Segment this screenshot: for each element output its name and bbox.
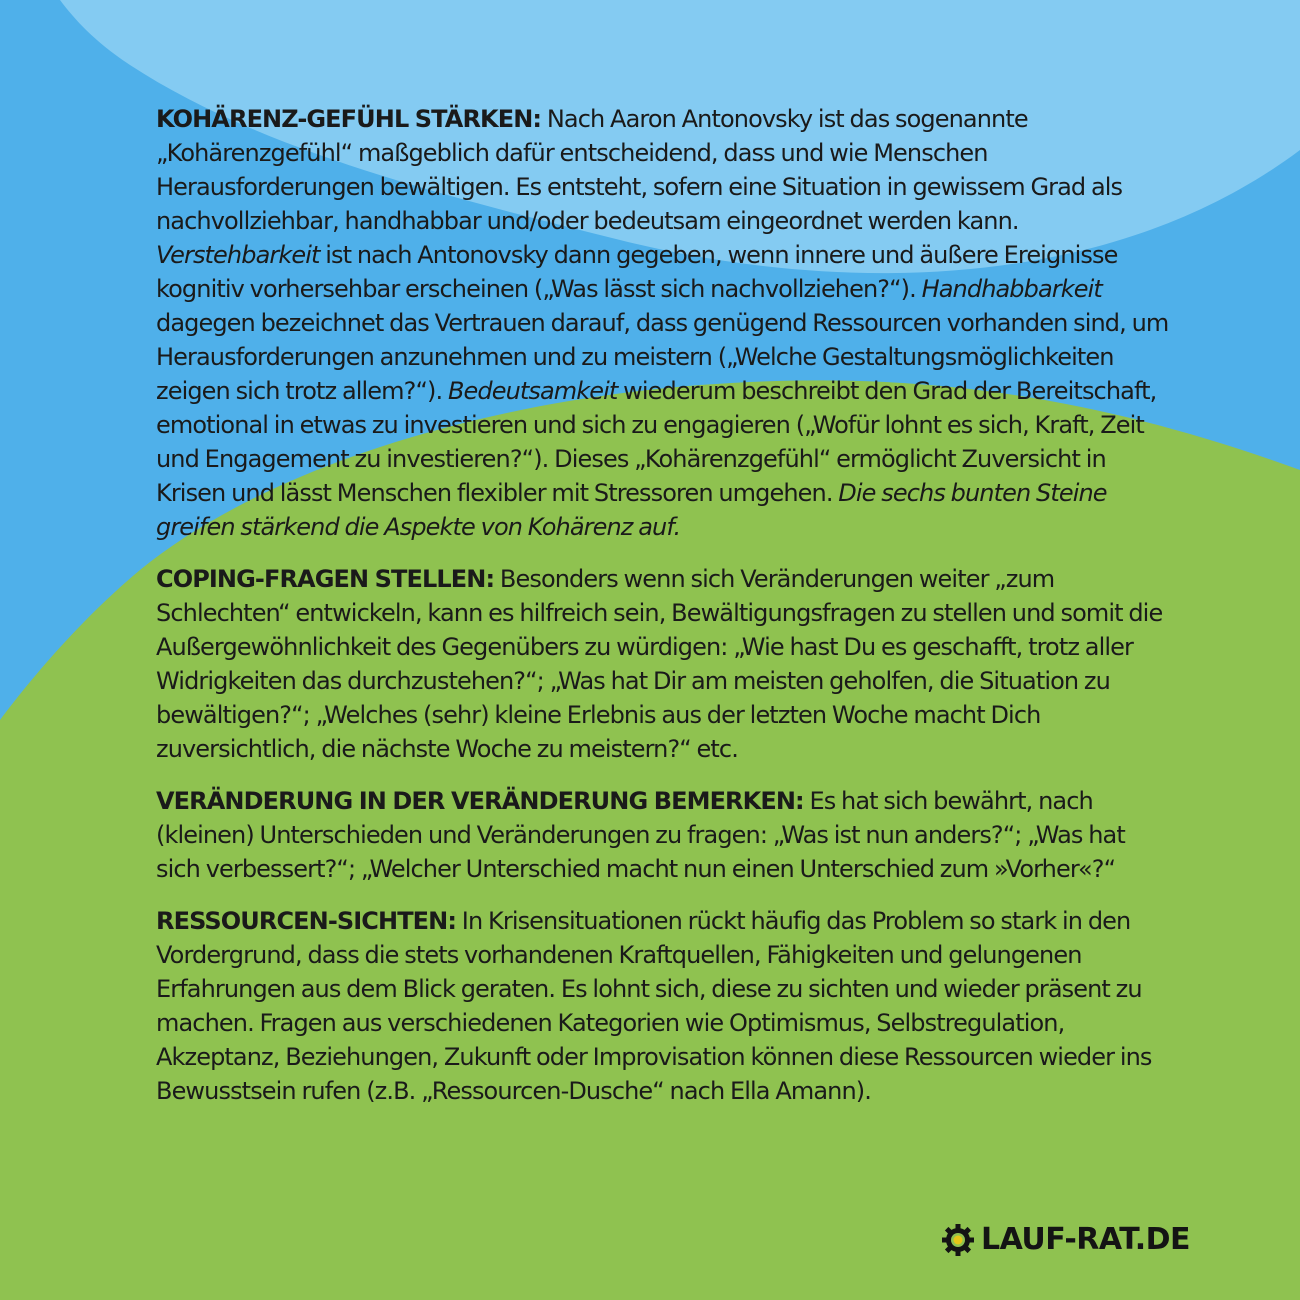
section-heading: COPING-FRAGEN STELLEN: [156, 565, 495, 593]
body-text: Besonders wenn sich Veränderungen weiter „zum Schlechten“ entwickeln, kann es hilfreich sein, Bewältigungsfragen zu stellen und somit die Außergewöhnlichkeit des Gegenübers zu würdigen: „Wie hast Du es geschafft, trotz aller Widrigkeiten das durchzustehen?“; „Was hat Dir am meisten geholfen, die Situation zu bewältigen?“; „Welches (sehr) kleine Erlebnis aus der letzten Woche macht Dich zuversichtlich, die nächste Woche zu meistern?“ etc. [156, 565, 1163, 763]
content-area [156, 102, 1172, 1126]
emphasis-text: Bedeutsamkeit [447, 377, 618, 405]
body-text: Es hat sich bewährt, nach (kleinen) Unterschieden und Veränderungen zu fragen: „Was ist nun anders?“; „Was hat sich verbessert?“; „Welcher Unterschied macht nun einen Unterschied zum »Vorher«?“ [156, 787, 1125, 883]
body-text: Nach Aaron Antonovsky ist das sogenannte „Kohärenzgefühl“ maßgeblich dafür entscheidend, dass und wie Menschen Herausforderungen bewältigen. Es entsteht, sofern eine Situation in gewissem Grad als nachvollziehbar, handhabbar und/oder bedeutsam eingeordnet werden kann. [156, 105, 1123, 235]
section-heading: VERÄNDERUNG IN DER VERÄNDERUNG BEMERKEN: [156, 787, 804, 815]
emphasis-text: Die sechs bunten Steine greifen stärkend die Aspekte von Kohärenz auf. [156, 479, 1107, 541]
section-paragraph [156, 562, 1172, 766]
body-text: wiederum beschreibt den Grad der Bereitschaft, emotional in etwas zu investieren und sich zu engagieren („Wofür lohnt es sich, Kraft, Zeit und Engagement zu investieren?“). Dieses „Kohärenzgefühl“ ermöglicht Zuversicht in Krisen und lässt Menschen flexibler mit Stressoren umgehen. [156, 377, 1157, 507]
brand-logo-text: LAUF-RAT.DE [981, 1222, 1190, 1257]
gear-icon [941, 1223, 975, 1257]
section-paragraph [156, 904, 1172, 1108]
body-text: ist nach Antonovsky dann gegeben, wenn innere und äußere Ereignisse kognitiv vorhersehbar erscheinen („Was lässt sich nachvollziehen?“). [156, 241, 1118, 303]
emphasis-text: Verstehbarkeit [156, 241, 320, 269]
section-paragraph [156, 784, 1172, 886]
body-text: In Krisensituationen rückt häufig das Problem so stark in den Vordergrund, dass die stets vorhandenen Kraftquellen, Fähigkeiten und gelungenen Erfahrungen aus dem Blick geraten. Es lohnt sich, diese zu sichten und wieder präsent zu machen. Fragen aus verschiedenen Kategorien wie Optimismus, Selbstregulation, Akzeptanz, Beziehungen, Zukunft oder Improvisation können diese Ressourcen wieder ins Bewusstsein rufen (z.B. „Ressourcen-Dusche“ nach Ella Amann). [156, 907, 1152, 1105]
section-paragraph [156, 102, 1172, 544]
section-heading: KOHÄRENZ-GEFÜHL STÄRKEN: [156, 105, 542, 133]
section-heading: RESSOURCEN-SICHTEN: [156, 907, 457, 935]
emphasis-text: Handhabbarkeit [921, 275, 1102, 303]
brand-logo [941, 1222, 1190, 1257]
body-text: dagegen bezeichnet das Vertrauen darauf, dass genügend Ressourcen vorhanden sind, um Herausforderungen anzunehmen und zu meistern („Welche Gestaltungsmöglichkeiten zeigen sich trotz allem?“). [156, 309, 1169, 405]
